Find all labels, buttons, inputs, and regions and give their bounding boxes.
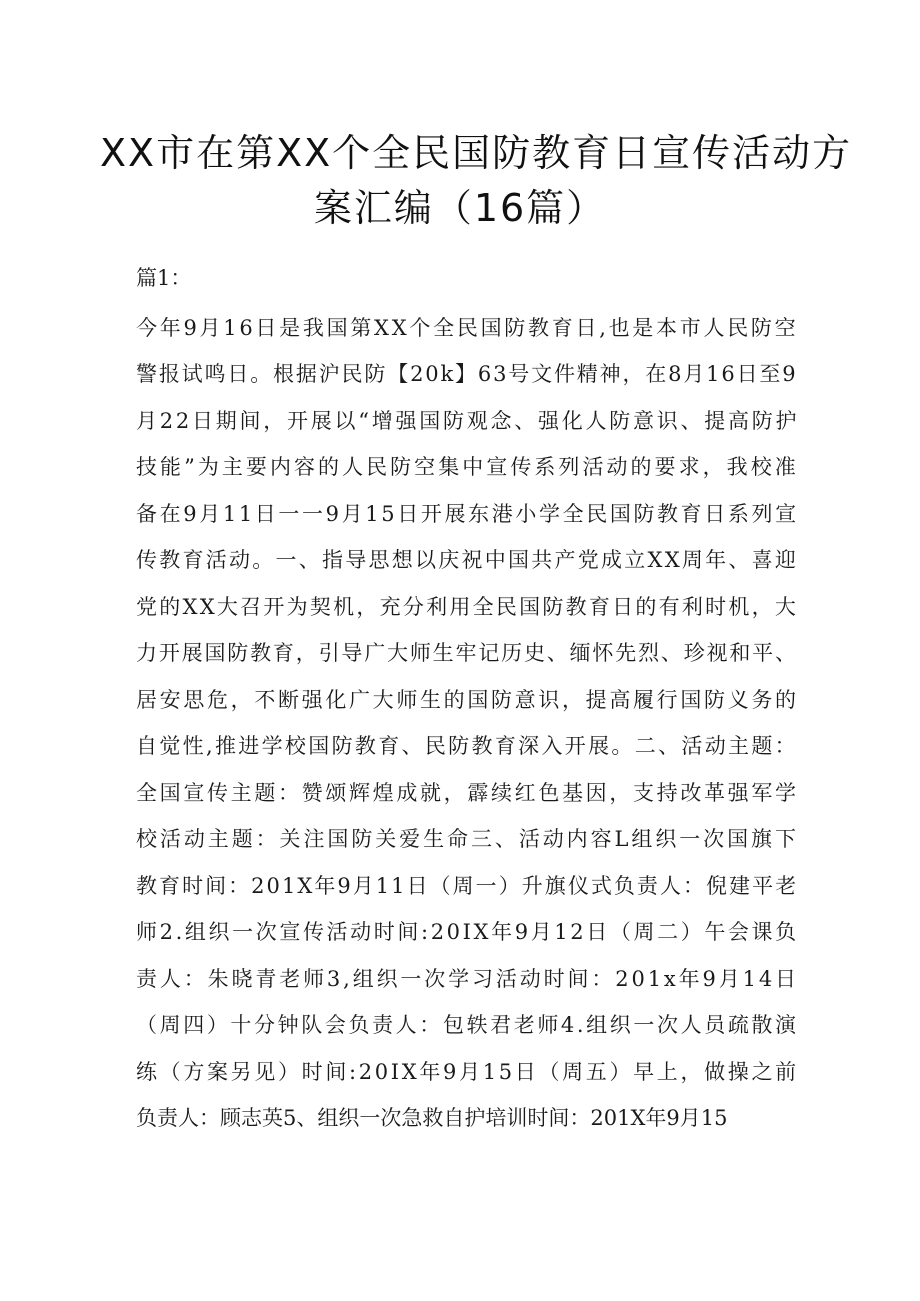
body-line: 师2.组织一次宣传活动时间:20IX年9月12日（周二）午会课负	[136, 920, 799, 944]
body-line: （周四）十分钟队会负责人：包轶君老师4.组织一次人员疏散演	[136, 1013, 799, 1037]
body-line: 党的XX大召开为契机，充分利用全民国防教育日的有利时机，大	[136, 595, 799, 619]
body-line: 今年9月16日是我国第XX个全民国防教育日,也是本市人民防空	[136, 316, 799, 340]
body-line: 校活动主题：关注国防关爱生命三、活动内容L组织一次国旗下	[136, 827, 799, 851]
body-line: 自觉性,推进学校国防教育、民防教育深入开展。二、活动主题：	[136, 734, 798, 758]
body-line: 负责人：顾志英5、组织一次急救自护培训时间：201X年9月15	[136, 1106, 728, 1130]
body-line: 月22日期间，开展以“增强国防观念、强化人防意识、提高防护	[136, 409, 800, 433]
body-line: 练（方案另见）时间:20IX年9月15日（周五）早上，做操之前	[136, 1060, 799, 1084]
body-line: 教育时间：201X年9月11日（周一）升旗仪式负责人：倪建平老	[136, 874, 799, 898]
body-line: 全国宣传主题：赞颂辉煌成就，霹续红色基因，支持改革强军学	[136, 781, 799, 805]
body-line: 力开展国防教育，引导广大师生牢记历史、缅怀先烈、珍视和平、	[136, 641, 798, 665]
body-line: 责人：朱晓青老师3,组织一次学习活动时间：201x年9月14日	[136, 967, 799, 991]
document-title-line-1: XX市在第XX个全民国防教育日宣传活动方	[100, 131, 853, 175]
section-label: 篇1：	[136, 266, 192, 290]
document-title-line-2: 案汇编（16篇）	[313, 186, 607, 230]
body-line: 备在9月11日一一9月15日开展东港小学全民国防教育日系列宣	[136, 502, 799, 526]
body-line: 警报试鸣日。根据沪民防【20k】63号文件精神，在8月16日至9	[136, 362, 798, 386]
body-line: 技能”为主要内容的人民防空集中宣传系列活动的要求，我校准	[136, 455, 799, 479]
body-line: 居安思危，不断强化广大师生的国防意识，提高履行国防义务的	[136, 688, 799, 712]
body-line: 传教育活动。一、指导思想以庆祝中国共产党成立XX周年、喜迎	[136, 548, 799, 572]
